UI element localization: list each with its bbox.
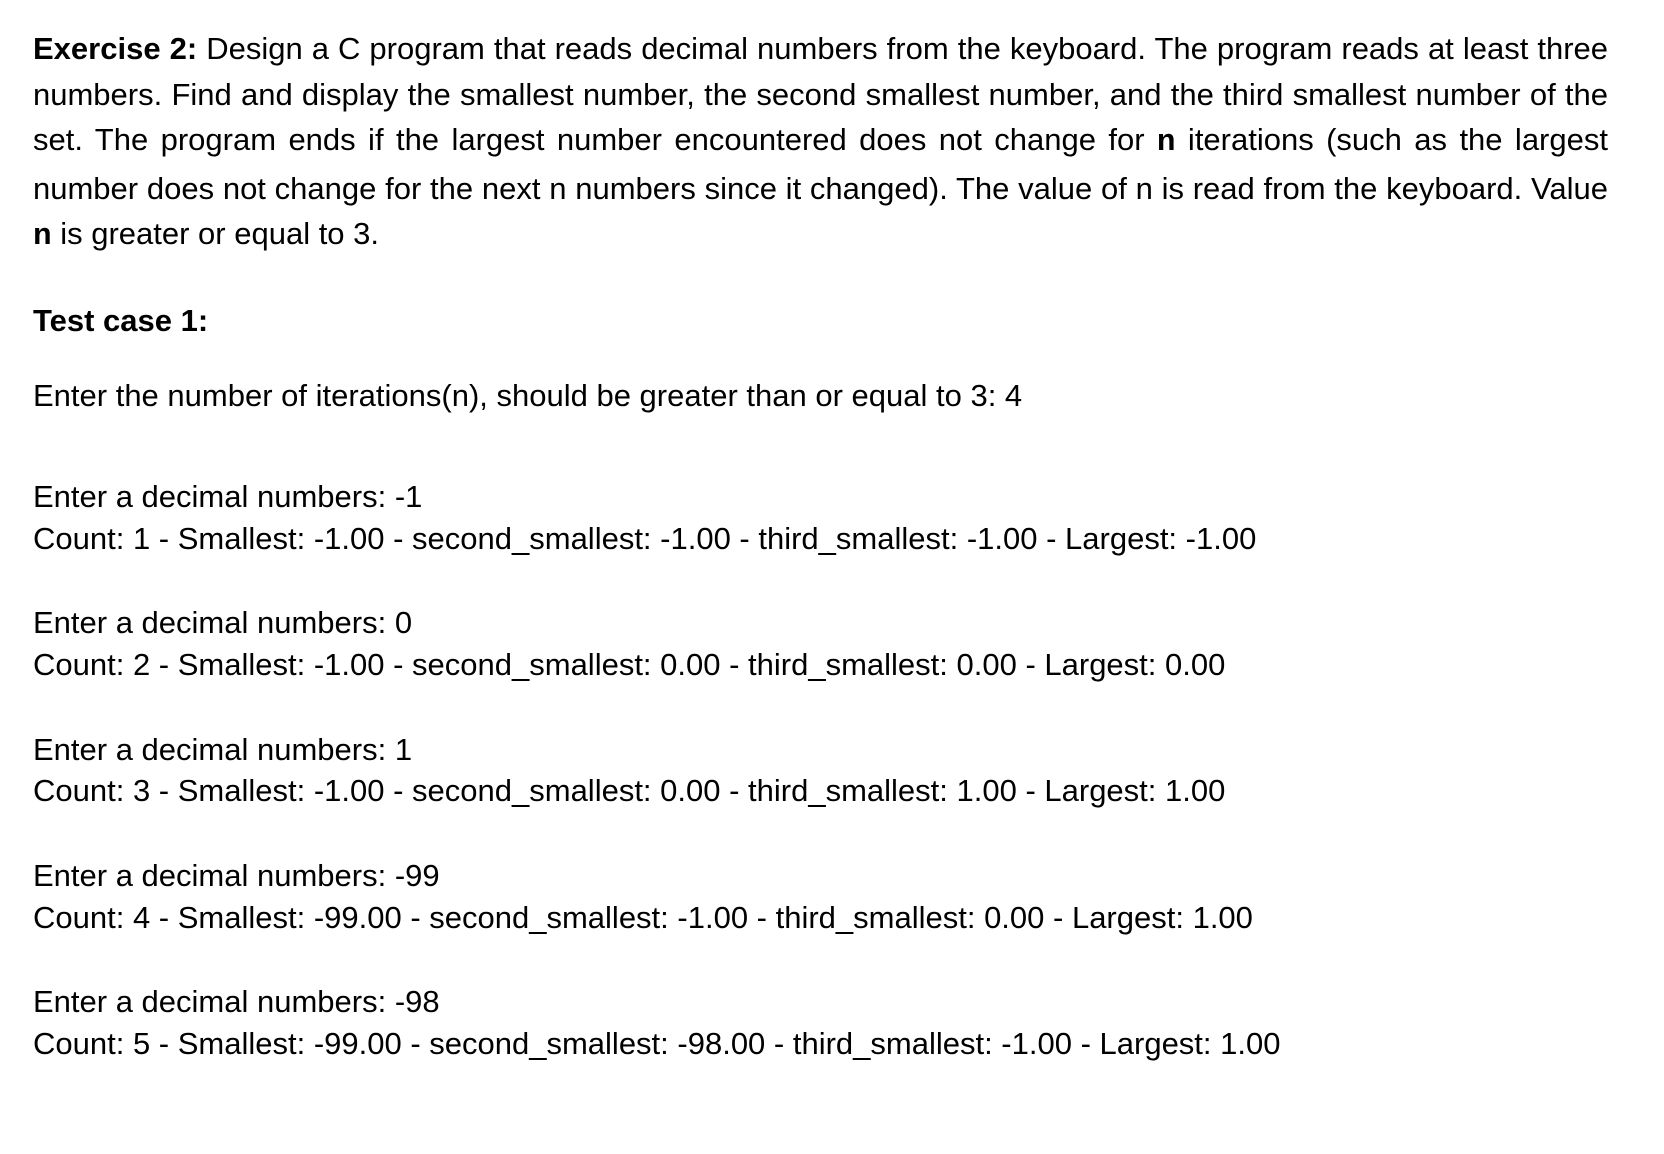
entry-output-line: Count: 4 - Smallest: -99.00 - second_smallest: -1.00 - third_smallest: 0.00 - Largest: 1.00	[33, 900, 1253, 935]
exercise-paragraph	[33, 26, 1608, 260]
entry-output-line: Count: 3 - Smallest: -1.00 - second_smallest: 0.00 - third_smallest: 1.00 - Largest: 1.00	[33, 773, 1226, 808]
iterations-prompt: Enter the number of iterations(n), should be greater than or equal to 3: 4	[33, 378, 1023, 413]
entry-input-line: Enter a decimal numbers: 1	[33, 732, 413, 767]
entry-input-line: Enter a decimal numbers: -1	[33, 479, 423, 514]
exercise-text-2: iterations (such as the largest number does not change for the next n numbers since it changed). The value of n is read from the keyboard. Value	[33, 122, 1608, 206]
n-variable: n	[33, 219, 52, 254]
test-case-heading: Test case 1:	[33, 303, 209, 338]
exercise-label: Exercise 2:	[33, 31, 198, 66]
exercise-text-3: is greater or equal to 3.	[51, 216, 380, 251]
entry-output-line: Count: 5 - Smallest: -99.00 - second_smallest: -98.00 - third_smallest: -1.00 - Largest: 1.00	[33, 1026, 1281, 1061]
document-body	[33, 26, 1609, 1061]
exercise-text-1: Design a C program that reads decimal numbers from the keyboard. The program reads at least three numbers. Find and display the smallest number, the second smallest number, and the third smallest number of the set. The program ends if the largest number encountered does not change for	[33, 31, 1609, 157]
entry-input-line: Enter a decimal numbers: -99	[33, 858, 440, 893]
n-variable: n	[1156, 125, 1176, 160]
entry-input-line: Enter a decimal numbers: 0	[33, 605, 413, 640]
entry-output-line: Count: 1 - Smallest: -1.00 - second_smallest: -1.00 - third_smallest: -1.00 - Largest: -1.00	[33, 521, 1257, 556]
entry-output-line: Count: 2 - Smallest: -1.00 - second_smallest: 0.00 - third_smallest: 0.00 - Largest: 0.00	[33, 647, 1226, 682]
entry-input-line: Enter a decimal numbers: -98	[33, 984, 440, 1019]
